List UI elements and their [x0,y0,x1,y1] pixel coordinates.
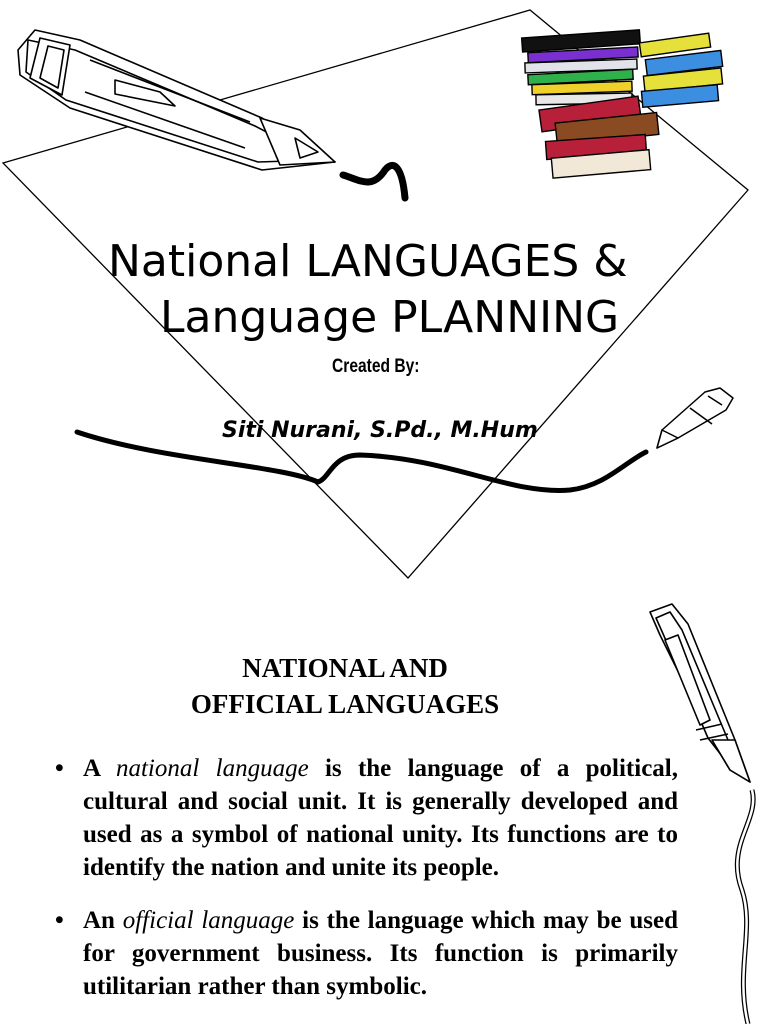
created-by-label: Created By: [332,356,420,377]
bullet-national-language [52,752,678,884]
bullet-dot-icon: • [55,755,64,782]
bullet-text: is the language of a political, cultural and social unit. It is generally developed and used as a symbol of national unity. Its functions are to identify the nation and unite its people. [83,755,678,881]
bullet-text: is the language which may be used for government business. Its function is primarily utilitarian rather than symbolic. [83,907,678,1000]
heading-line-1: NATIONAL AND [242,653,448,683]
pencil-icon [18,30,335,170]
bullet-official-language [52,904,678,1003]
ink-squiggle [343,165,405,198]
slide-heading [80,650,610,722]
author-name: Siti Nurani, S.Pd., M.Hum [222,418,538,443]
bullet-lead: A [83,755,116,782]
heading-line-2: OFFICIAL LANGUAGES [190,689,500,719]
title-line-2: Language PLANNING [160,292,620,343]
small-pencil-icon [657,388,733,448]
title-line-1: National LANGUAGES & [108,236,628,287]
term-national-language: national language [115,755,309,782]
bullet-lead: An [83,907,123,934]
content-slide [0,590,768,1024]
books-stack-icon [522,30,723,178]
term-official-language: official language [122,907,295,934]
bullet-list [52,752,678,1023]
bullet-dot-icon: • [55,907,64,934]
